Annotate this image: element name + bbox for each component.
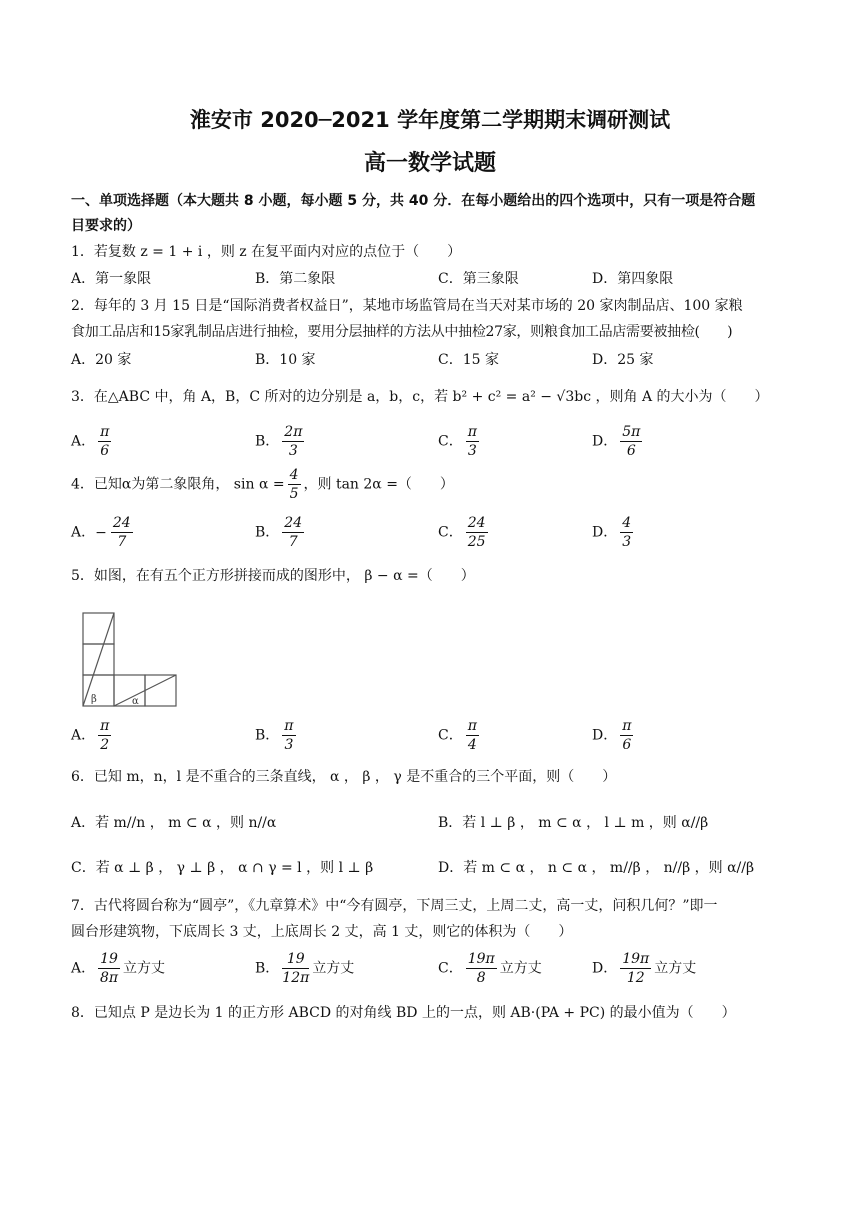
q4-option-b (255, 514, 307, 551)
q3-c-label: C． (438, 433, 463, 450)
q7-option-a (71, 950, 165, 987)
q5-c-label: C． (438, 727, 463, 744)
q6-option-c: C．若 α ⊥ β ， γ ⊥ β ， α ∩ γ = l ，则 l ⊥ β (71, 860, 374, 876)
q7-b-den: 12π (282, 970, 310, 986)
q4-d-fraction (620, 514, 633, 551)
q3-option-c (438, 423, 482, 460)
exam-title: 淮安市 2020─2021 学年度第二学期期末调研测试 (189, 108, 671, 132)
q5-b-num: π (284, 718, 294, 734)
q4-stem-fraction (288, 466, 301, 503)
q1-stem: 1．若复数 z = 1 + i ，则 z 在复平面内对应的点位于（ ） (71, 244, 462, 260)
q4-stem (71, 466, 796, 503)
q2-option-b: B．10 家 (255, 352, 316, 368)
q3-a-num: π (100, 424, 110, 440)
q4-stem-den: 5 (289, 486, 299, 502)
q7-c-fraction (466, 950, 497, 987)
q7-d-unit: 立方丈 (654, 960, 697, 977)
q4-b-label: B． (255, 524, 280, 541)
q2-option-a: A．20 家 (71, 352, 132, 368)
q5-stem: 5．如图，在有五个正方形拼接而成的图形中， β − α =（ ） (71, 568, 475, 584)
q5-b-fraction (282, 717, 295, 754)
q4-stem-post: ，则 tan 2α =（ ） (303, 476, 454, 493)
q8-stem: 8．已知点 P 是边长为 1 的正方形 ABCD 的对角线 BD 上的一点，则 AB·(PA + PC) 的最小值为（ ） (71, 1005, 736, 1021)
five-squares-svg (80, 610, 184, 708)
q1-option-d: D．第四象限 (592, 271, 674, 287)
q7-d-num: 19π (622, 951, 650, 967)
q5-option-a (71, 717, 114, 754)
q4-option-a (71, 514, 136, 551)
q5-d-fraction (620, 717, 633, 754)
q4-d-den: 3 (622, 534, 632, 550)
q3-a-label: A． (71, 433, 96, 450)
q4-stem-num: 4 (289, 467, 299, 483)
q4-d-label: D． (592, 524, 618, 541)
q3-a-fraction (98, 423, 111, 460)
q4-b-fraction (282, 514, 304, 551)
q3-b-den: 3 (288, 443, 298, 459)
q3-stem: 3．在△ABC 中，角 A，B，C 所对的边分别是 a，b，c，若 b² + c² = a² − √3bc ，则角 A 的大小为（ ） (71, 389, 769, 405)
q3-c-num: π (467, 424, 477, 440)
q6-option-a: A．若 m//n ， m ⊂ α ，则 n//α (71, 815, 277, 831)
q4-b-den: 7 (288, 534, 298, 550)
square-5 (145, 675, 176, 706)
section-heading-line1: 一、单项选择题（本大题共 8 小题，每小题 5 分，共 40 分．在每小题给出的四个选项中，只有一项是符合题 (71, 193, 756, 209)
q4-a-fraction (111, 514, 133, 551)
q4-c-fraction (466, 514, 488, 551)
q7-b-num: 19 (282, 950, 309, 969)
q3-b-fraction (282, 423, 304, 460)
alpha-label: α (132, 696, 139, 707)
q5-d-label: D． (592, 727, 618, 744)
q7-c-den: 8 (476, 970, 486, 986)
q5-a-num: π (100, 718, 110, 734)
five-squares-figure (80, 610, 184, 712)
q4-a-den: 7 (117, 534, 127, 550)
q7-a-den: 8π (99, 970, 119, 986)
q4-c-num: 24 (467, 515, 486, 531)
q7-stem-line1: 7．古代将圆台称为“圆亭”，《九章算术》中“今有圆亭，下周三丈，上周二丈，高一丈，问积几何？”即一 (71, 898, 718, 914)
q5-a-den: 2 (100, 737, 110, 753)
square-4 (114, 675, 145, 706)
q7-c-label: C． (438, 960, 463, 977)
q3-b-label: B． (255, 433, 280, 450)
q4-c-label: C． (438, 524, 463, 541)
q7-b-label: B． (255, 960, 280, 977)
q5-b-label: B． (255, 727, 280, 744)
q4-a-label: A． (71, 524, 96, 541)
q7-option-c (438, 950, 542, 987)
q7-b-unit: 立方丈 (312, 960, 355, 977)
q5-option-b (255, 717, 299, 754)
section-heading-line2: 目要求的） (71, 218, 141, 234)
q7-a-fraction (98, 950, 120, 987)
q7-stem-line2: 圆台形建筑物，下底周长 3 丈，上底周长 2 丈，高 1 丈，则它的体积为（ ） (71, 924, 573, 940)
q7-a-label: A． (71, 960, 96, 977)
q4-stem-pre: 4．已知α为第二象限角， sin α = (71, 476, 285, 493)
q3-d-fraction (620, 423, 642, 460)
q2-option-c: C．15 家 (438, 352, 499, 368)
q1-option-a: A．第一象限 (71, 271, 152, 287)
q7-option-b (255, 950, 354, 987)
q5-b-den: 3 (284, 737, 294, 753)
q5-d-den: 6 (622, 737, 632, 753)
q3-d-label: D． (592, 433, 618, 450)
q4-option-c (438, 514, 491, 551)
q7-c-num: 19π (467, 951, 495, 967)
q3-d-den: 6 (626, 443, 636, 459)
q7-a-unit: 立方丈 (122, 960, 165, 977)
q7-b-fraction (282, 950, 309, 987)
q5-option-c (438, 717, 482, 754)
q3-c-fraction (466, 423, 479, 460)
q3-option-d (592, 423, 645, 460)
q5-a-label: A． (71, 727, 96, 744)
q4-a-sign: − (95, 524, 107, 541)
q2-option-d: D．25 家 (592, 352, 654, 368)
q5-c-den: 4 (467, 737, 477, 753)
q4-d-num: 4 (622, 515, 632, 531)
q4-a-num: 24 (112, 515, 131, 531)
q7-option-d (592, 950, 696, 987)
q3-d-num: 5π (622, 424, 641, 440)
q2-stem-line2: 食加工品店和15家乳制品店进行抽检，要用分层抽样的方法从中抽检27家，则粮食加工品店需要被抽检( ) (71, 324, 733, 340)
q1-option-c: C．第三象限 (438, 271, 519, 287)
q7-a-num: 19 (100, 951, 118, 967)
q4-option-d (592, 514, 636, 551)
q6-stem: 6．已知 m，n，l 是不重合的三条直线， α ， β ， γ 是不重合的三个平面，则（ ） (71, 769, 617, 785)
q6-option-d: D．若 m ⊂ α ， n ⊂ α ， m//β ， n//β ，则 α//β (438, 860, 755, 876)
beta-label: β (91, 694, 97, 705)
line-beta (83, 613, 114, 706)
q7-d-label: D． (592, 960, 618, 977)
q7-d-fraction (620, 950, 651, 987)
q5-d-num: π (622, 718, 632, 734)
q1-option-b: B．第二象限 (255, 271, 336, 287)
q5-a-fraction (98, 717, 111, 754)
exam-subtitle: 高一数学试题 (363, 151, 496, 176)
q4-b-num: 24 (284, 515, 303, 531)
q3-c-den: 3 (467, 443, 477, 459)
q3-option-a (71, 423, 114, 460)
q4-c-den: 25 (467, 534, 486, 550)
q3-option-b (255, 423, 307, 460)
q3-a-den: 6 (100, 443, 110, 459)
q7-c-unit: 立方丈 (499, 960, 542, 977)
q6-option-b: B．若 l ⊥ β ， m ⊂ α ， l ⊥ m ，则 α//β (438, 815, 709, 831)
q5-c-num: π (467, 718, 477, 734)
q7-d-den: 12 (626, 970, 645, 986)
q3-b-num: 2π (284, 424, 303, 440)
q5-c-fraction (466, 717, 479, 754)
q2-stem-line1: 2．每年的 3 月 15 日是“国际消费者权益日”，某地市场监管局在当天对某市场的 20 家肉制品店、100 家粮 (71, 298, 743, 314)
q5-option-d (592, 717, 636, 754)
